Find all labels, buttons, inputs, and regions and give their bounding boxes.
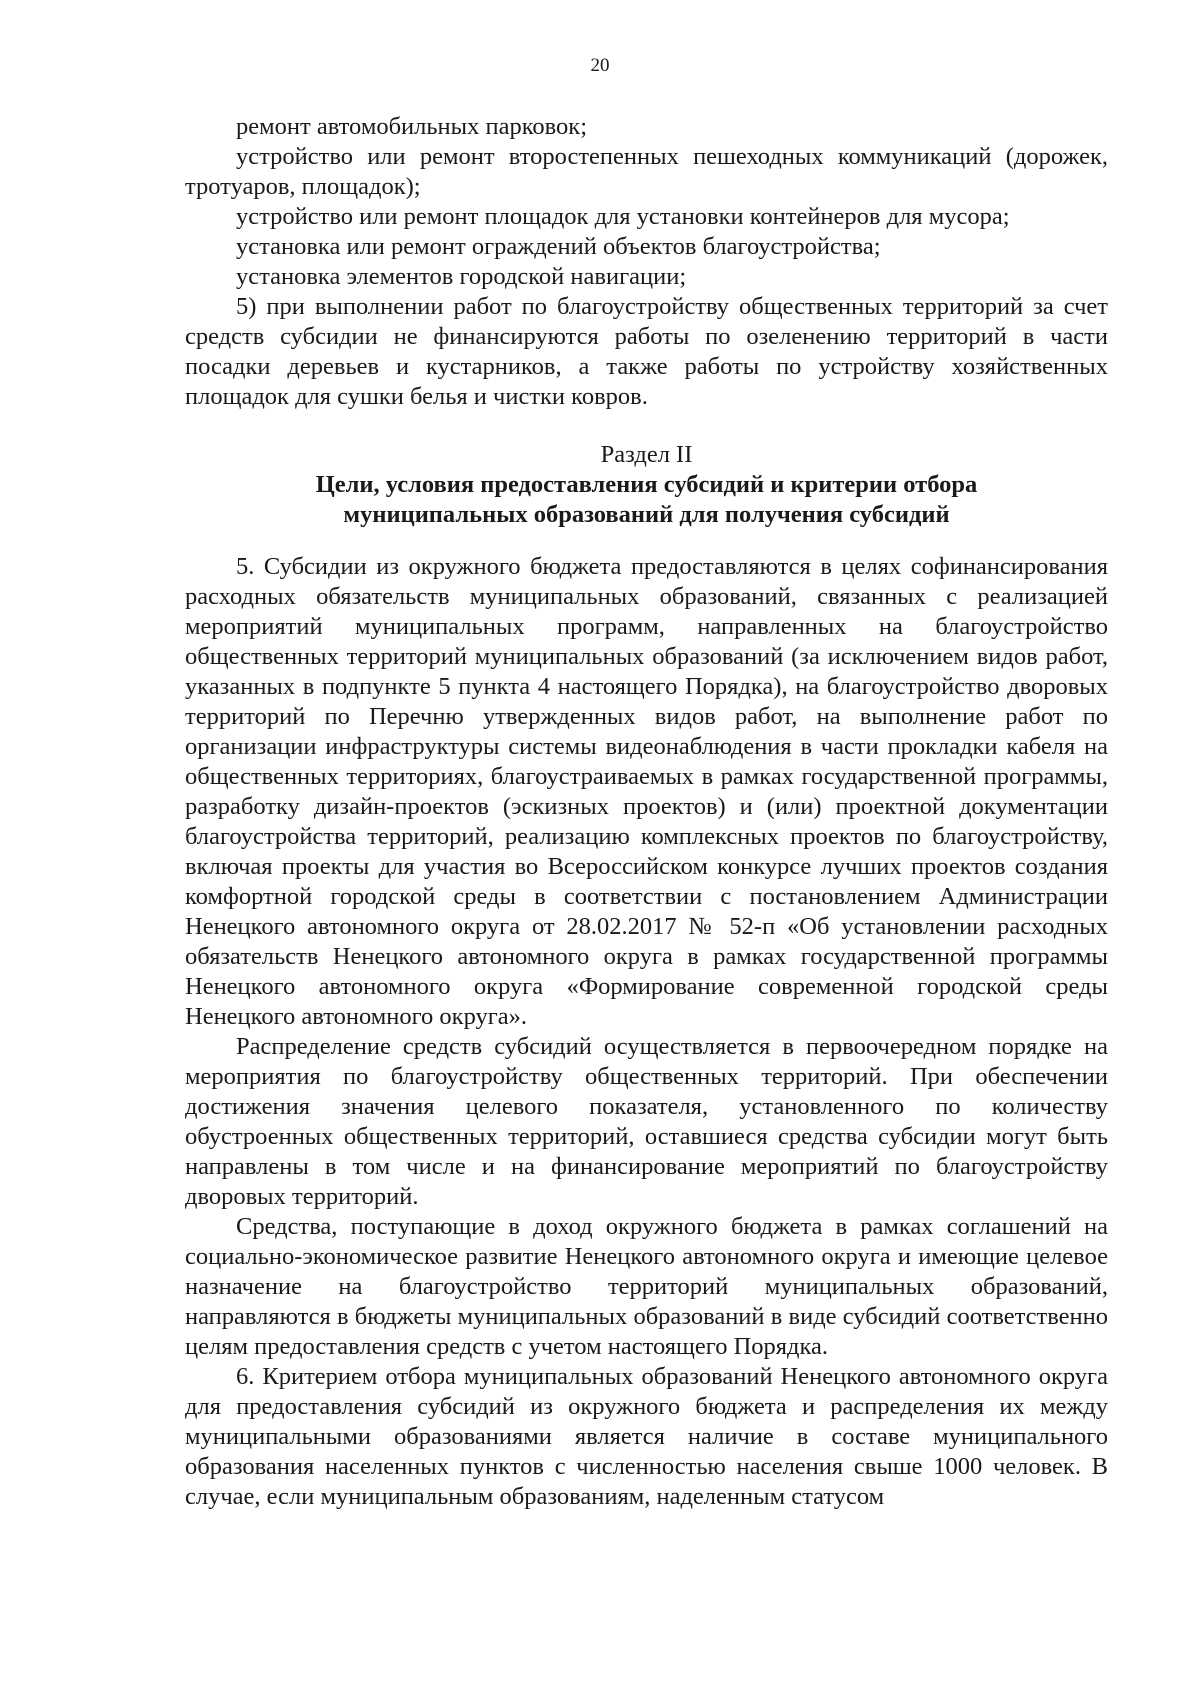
list-item: установка элементов городской навигации;	[236, 263, 687, 290]
paragraph-5: 5. Субсидии из окружного бюджета предоставляются в целях софинансирования расходных обязательств муниципальных образований, связанных с реализацией мероприятий муниципальных программ, направленных на благоустройство общественных территорий муниципальных образований (за исключением видов работ, указанных в подпункте 5 пункта 4 настоящего Порядка), на благоустройство дворовых территорий по Перечню утвержденных видов работ, на выполнение работ по организации инфраструктуры системы видеонаблюдения в части прокладки кабеля на общественных территориях, благоустраиваемых в рамках государственной программы, разработку дизайн-проектов (эскизных проектов) и (или) проектной документации благоустройства территорий, реализацию комплексных проектов по благоустройству, включая проекты для участия во Всероссийском конкурсе лучших проектов создания комфортной городской среды в соответствии с постановлением Администрации Ненецкого автономного округа от 28.02.2017 № 52-п «Об установлении расходных обязательств Ненецкого автономного округа в рамках государственной программы Ненецкого автономного округа «Формирование современной городской среды Ненецкого автономного округа».	[185, 553, 1108, 1030]
document-body	[185, 112, 1108, 1512]
section-heading	[185, 440, 1108, 530]
list-item: устройство или ремонт второстепенных пешеходных коммуникаций (дорожек, тротуаров, площадок);	[185, 143, 1108, 200]
section-title-line-2: муниципальных образований для получения субсидий	[343, 501, 950, 528]
section-number: Раздел II	[600, 441, 693, 468]
list-item: установка или ремонт ограждений объектов благоустройства;	[236, 233, 881, 260]
section-title-line-1: Цели, условия предоставления субсидий и критерии отбора	[315, 471, 978, 498]
paragraph-funds: Средства, поступающие в доход окружного бюджета в рамках соглашений на социально-экономическое развитие Ненецкого автономного округа и имеющие целевое назначение на благоустройство территорий муниципальных образований, направляются в бюджеты муниципальных образований в виде субсидий соответственно целям предоставления средств с учетом настоящего Порядка.	[185, 1213, 1108, 1360]
list-item: ремонт автомобильных парковок;	[236, 113, 588, 140]
paragraph-distribution: Распределение средств субсидий осуществляется в первоочередном порядке на мероприятия по благоустройству общественных территорий. При обеспечении достижения значения целевого показателя, установленного по количеству обустроенных общественных территорий, оставшиеся средства субсидии могут быть направлены в том числе и на финансирование мероприятий по благоустройству дворовых территорий.	[185, 1033, 1108, 1210]
list-item: устройство или ремонт площадок для установки контейнеров для мусора;	[236, 203, 1010, 230]
paragraph-6: 6. Критерием отбора муниципальных образований Ненецкого автономного округа для предоставления субсидий из окружного бюджета и распределения их между муниципальными образованиями является наличие в составе муниципального образования населенных пунктов с численностью населения свыше 1000 человек. В случае, если муниципальным образованиям, наделенным статусом	[185, 1363, 1108, 1510]
page-number: 20	[590, 55, 610, 76]
subitem-5-paragraph: 5) при выполнении работ по благоустройству общественных территорий за счет средств субсидии не финансируются работы по озеленению территорий в части посадки деревьев и кустарников, а также работы по устройству хозяйственных площадок для сушки белья и чистки ковров.	[185, 293, 1108, 410]
